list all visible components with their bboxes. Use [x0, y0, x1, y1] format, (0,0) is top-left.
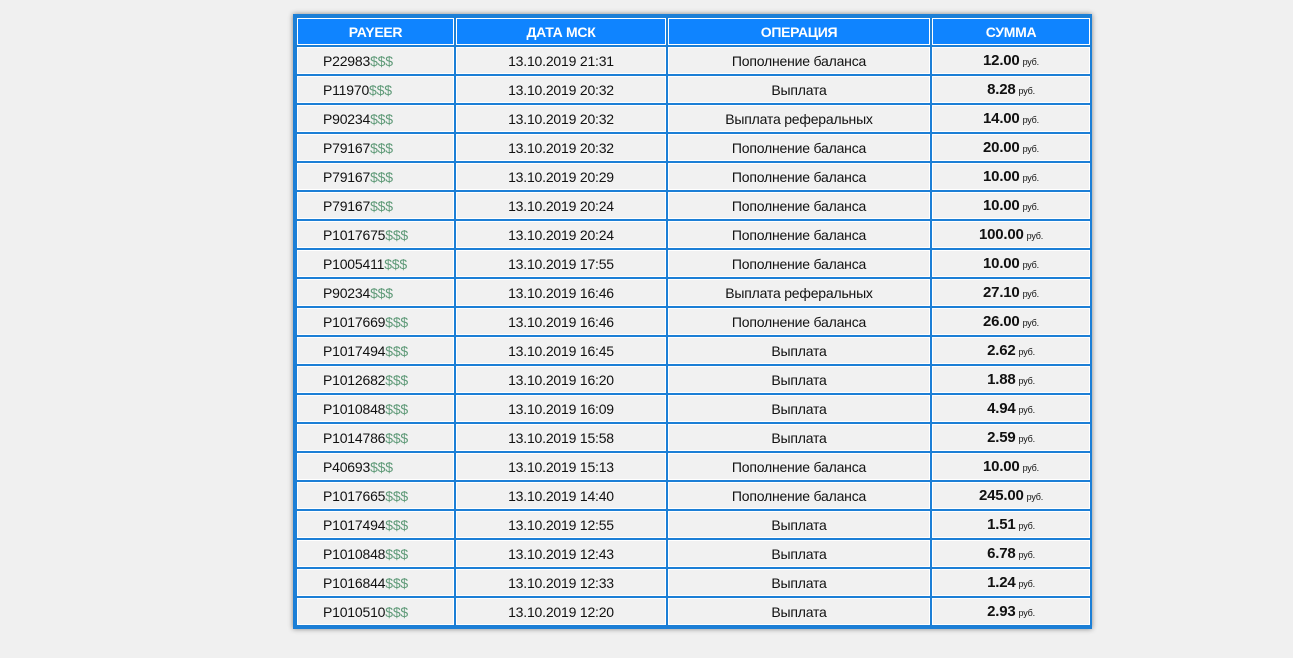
- amount-value: 8.28: [987, 81, 1016, 98]
- amount-value: 1.24: [987, 574, 1016, 591]
- operation-cell: Выплата: [668, 569, 930, 596]
- amount-value: 1.51: [987, 516, 1016, 533]
- payeer-account: P1014786: [323, 429, 386, 446]
- operation-cell: Пополнение баланса: [668, 47, 930, 74]
- payeer-account: P79167: [323, 197, 371, 214]
- payeer-account: P1012682: [323, 371, 386, 388]
- currency-label: руб.: [1022, 57, 1039, 67]
- table-row: [297, 279, 1090, 306]
- payeer-cell: [297, 569, 454, 596]
- operation-cell: Пополнение баланса: [668, 482, 930, 509]
- table-row: [297, 163, 1090, 190]
- payeer-account: P1010510: [323, 603, 386, 620]
- payeer-mask: $$$: [370, 168, 393, 185]
- table-row: [297, 105, 1090, 132]
- amount-value: 10.00: [983, 197, 1020, 214]
- currency-label: руб.: [1022, 318, 1039, 328]
- payeer-cell: [297, 424, 454, 451]
- currency-label: руб.: [1022, 202, 1039, 212]
- payeer-cell: [297, 308, 454, 335]
- payeer-cell: [297, 395, 454, 422]
- payeer-cell: [297, 250, 454, 277]
- currency-label: руб.: [1026, 492, 1044, 502]
- payeer-cell: [297, 134, 454, 161]
- payeer-mask: $$$: [370, 139, 393, 156]
- amount-value: 2.59: [987, 429, 1016, 446]
- payeer-mask: $$$: [369, 81, 392, 98]
- currency-label: руб.: [1026, 231, 1044, 241]
- currency-label: руб.: [1018, 434, 1035, 444]
- amount-cell: [932, 598, 1090, 625]
- table-row: [297, 134, 1090, 161]
- payeer-account: P1005411: [323, 255, 385, 272]
- amount-cell: [932, 134, 1090, 161]
- amount-value: 2.93: [987, 603, 1016, 620]
- currency-label: руб.: [1022, 173, 1039, 183]
- currency-label: руб.: [1018, 550, 1035, 560]
- amount-cell: [932, 366, 1090, 393]
- amount-cell: [932, 540, 1090, 567]
- payeer-mask: $$$: [385, 371, 409, 388]
- date-cell: 13.10.2019 12:33: [456, 569, 666, 596]
- payeer-account: P90234: [323, 284, 371, 301]
- payeer-account: P1017675: [323, 226, 386, 243]
- currency-label: руб.: [1018, 608, 1035, 618]
- payeer-mask: $$$: [370, 284, 393, 301]
- amount-value: 12.00: [983, 52, 1020, 69]
- amount-cell: [932, 511, 1090, 538]
- date-cell: 13.10.2019 20:32: [456, 76, 666, 103]
- payeer-account: P90234: [323, 110, 371, 127]
- amount-value: 6.78: [987, 545, 1016, 562]
- amount-cell: [932, 569, 1090, 596]
- currency-label: руб.: [1022, 115, 1039, 125]
- column-header-payeer: PAYEER: [297, 18, 454, 45]
- amount-cell: [932, 163, 1090, 190]
- date-cell: 13.10.2019 17:55: [456, 250, 666, 277]
- date-cell: 13.10.2019 21:31: [456, 47, 666, 74]
- payeer-cell: [297, 598, 454, 625]
- table-row: [297, 76, 1090, 103]
- table-row: [297, 337, 1090, 364]
- table-row: [297, 424, 1090, 451]
- amount-value: 245.00: [978, 487, 1024, 504]
- payeer-mask: $$$: [385, 429, 409, 446]
- date-cell: 13.10.2019 16:09: [456, 395, 666, 422]
- table-row: [297, 308, 1090, 335]
- date-cell: 13.10.2019 20:24: [456, 221, 666, 248]
- transactions-table: [295, 16, 1092, 627]
- payeer-account: P11970: [323, 81, 370, 98]
- payeer-cell: [297, 192, 454, 219]
- date-cell: 13.10.2019 16:46: [456, 308, 666, 335]
- currency-label: руб.: [1022, 260, 1039, 270]
- table-header-row: [297, 18, 1090, 45]
- operation-cell: Выплата: [668, 76, 930, 103]
- payeer-mask: $$$: [370, 110, 393, 127]
- operation-cell: Выплата: [668, 424, 930, 451]
- payeer-mask: $$$: [385, 545, 409, 562]
- currency-label: руб.: [1018, 579, 1035, 589]
- payeer-account: P79167: [323, 139, 371, 156]
- currency-label: руб.: [1018, 521, 1035, 531]
- payeer-cell: [297, 366, 454, 393]
- table-row: [297, 250, 1090, 277]
- amount-value: 2.62: [987, 342, 1016, 359]
- currency-label: руб.: [1022, 463, 1039, 473]
- operation-cell: Пополнение баланса: [668, 134, 930, 161]
- table-row: [297, 366, 1090, 393]
- amount-cell: [932, 453, 1090, 480]
- operation-cell: Выплата: [668, 337, 930, 364]
- date-cell: 13.10.2019 15:58: [456, 424, 666, 451]
- payeer-cell: [297, 221, 454, 248]
- amount-cell: [932, 424, 1090, 451]
- operation-cell: Пополнение баланса: [668, 250, 930, 277]
- operation-cell: Выплата реферальных: [668, 105, 930, 132]
- payeer-mask: $$$: [385, 313, 409, 330]
- date-cell: 13.10.2019 20:32: [456, 134, 666, 161]
- payeer-mask: $$$: [385, 342, 409, 359]
- table-row: [297, 598, 1090, 625]
- table-row: [297, 569, 1090, 596]
- operation-cell: Выплата реферальных: [668, 279, 930, 306]
- date-cell: 13.10.2019 20:24: [456, 192, 666, 219]
- operation-cell: Выплата: [668, 366, 930, 393]
- payeer-account: P1010848: [323, 400, 386, 417]
- operation-cell: Пополнение баланса: [668, 163, 930, 190]
- date-cell: 13.10.2019 16:20: [456, 366, 666, 393]
- operation-cell: Выплата: [668, 540, 930, 567]
- amount-cell: [932, 279, 1090, 306]
- table-row: [297, 453, 1090, 480]
- payeer-account: P22983: [323, 52, 371, 69]
- payeer-mask: $$$: [385, 487, 409, 504]
- payeer-account: P79167: [323, 168, 371, 185]
- payeer-cell: [297, 105, 454, 132]
- table-row: [297, 47, 1090, 74]
- date-cell: 13.10.2019 20:32: [456, 105, 666, 132]
- operation-cell: Пополнение баланса: [668, 453, 930, 480]
- date-cell: 13.10.2019 16:45: [456, 337, 666, 364]
- amount-value: 1.88: [987, 371, 1016, 388]
- amount-value: 4.94: [987, 400, 1016, 417]
- column-header-amount: СУММА: [932, 18, 1090, 45]
- amount-cell: [932, 308, 1090, 335]
- table-row: [297, 482, 1090, 509]
- amount-value: 10.00: [983, 255, 1020, 272]
- operation-cell: Пополнение баланса: [668, 221, 930, 248]
- payeer-account: P1017494: [323, 516, 386, 533]
- table-row: [297, 221, 1090, 248]
- column-header-operation: ОПЕРАЦИЯ: [668, 18, 930, 45]
- amount-value: 26.00: [983, 313, 1020, 330]
- amount-cell: [932, 395, 1090, 422]
- payeer-cell: [297, 337, 454, 364]
- payeer-cell: [297, 511, 454, 538]
- currency-label: руб.: [1018, 347, 1035, 357]
- amount-cell: [932, 250, 1090, 277]
- amount-cell: [932, 337, 1090, 364]
- payeer-account: P1017669: [323, 313, 386, 330]
- currency-label: руб.: [1018, 376, 1035, 386]
- payeer-mask: $$$: [385, 574, 409, 591]
- amount-cell: [932, 47, 1090, 74]
- payeer-account: P1010848: [323, 545, 386, 562]
- operation-cell: Выплата: [668, 395, 930, 422]
- date-cell: 13.10.2019 20:29: [456, 163, 666, 190]
- amount-cell: [932, 76, 1090, 103]
- payeer-mask: $$$: [384, 255, 407, 272]
- amount-value: 27.10: [983, 284, 1020, 301]
- date-cell: 13.10.2019 12:20: [456, 598, 666, 625]
- currency-label: руб.: [1022, 289, 1039, 299]
- payeer-account: P1017665: [323, 487, 386, 504]
- amount-cell: [932, 192, 1090, 219]
- table-row: [297, 511, 1090, 538]
- payeer-cell: [297, 47, 454, 74]
- payeer-mask: $$$: [370, 52, 393, 69]
- date-cell: 13.10.2019 16:46: [456, 279, 666, 306]
- payeer-mask: $$$: [370, 197, 393, 214]
- amount-value: 100.00: [978, 226, 1024, 243]
- payeer-cell: [297, 453, 454, 480]
- payeer-account: P1016844: [323, 574, 386, 591]
- table-row: [297, 192, 1090, 219]
- payeer-account: P1017494: [323, 342, 386, 359]
- amount-value: 20.00: [983, 139, 1020, 156]
- amount-value: 10.00: [983, 168, 1020, 185]
- currency-label: руб.: [1018, 86, 1035, 96]
- operation-cell: Выплата: [668, 511, 930, 538]
- transactions-table-frame: [293, 14, 1092, 629]
- currency-label: руб.: [1022, 144, 1039, 154]
- operation-cell: Пополнение баланса: [668, 192, 930, 219]
- date-cell: 13.10.2019 15:13: [456, 453, 666, 480]
- payeer-account: P40693: [323, 458, 371, 475]
- payeer-mask: $$$: [370, 458, 393, 475]
- table-body: [297, 47, 1090, 625]
- operation-cell: Выплата: [668, 598, 930, 625]
- amount-cell: [932, 221, 1090, 248]
- table-row: [297, 395, 1090, 422]
- column-header-date: ДАТА МСК: [456, 18, 666, 45]
- payeer-mask: $$$: [385, 516, 409, 533]
- table-row: [297, 540, 1090, 567]
- payeer-cell: [297, 76, 454, 103]
- payeer-cell: [297, 482, 454, 509]
- payeer-cell: [297, 279, 454, 306]
- amount-cell: [932, 482, 1090, 509]
- date-cell: 13.10.2019 12:55: [456, 511, 666, 538]
- currency-label: руб.: [1018, 405, 1035, 415]
- amount-value: 10.00: [983, 458, 1020, 475]
- operation-cell: Пополнение баланса: [668, 308, 930, 335]
- payeer-cell: [297, 163, 454, 190]
- payeer-mask: $$$: [385, 226, 409, 243]
- date-cell: 13.10.2019 12:43: [456, 540, 666, 567]
- date-cell: 13.10.2019 14:40: [456, 482, 666, 509]
- amount-value: 14.00: [983, 110, 1020, 127]
- amount-cell: [932, 105, 1090, 132]
- payeer-cell: [297, 540, 454, 567]
- payeer-mask: $$$: [385, 400, 409, 417]
- payeer-mask: $$$: [385, 603, 409, 620]
